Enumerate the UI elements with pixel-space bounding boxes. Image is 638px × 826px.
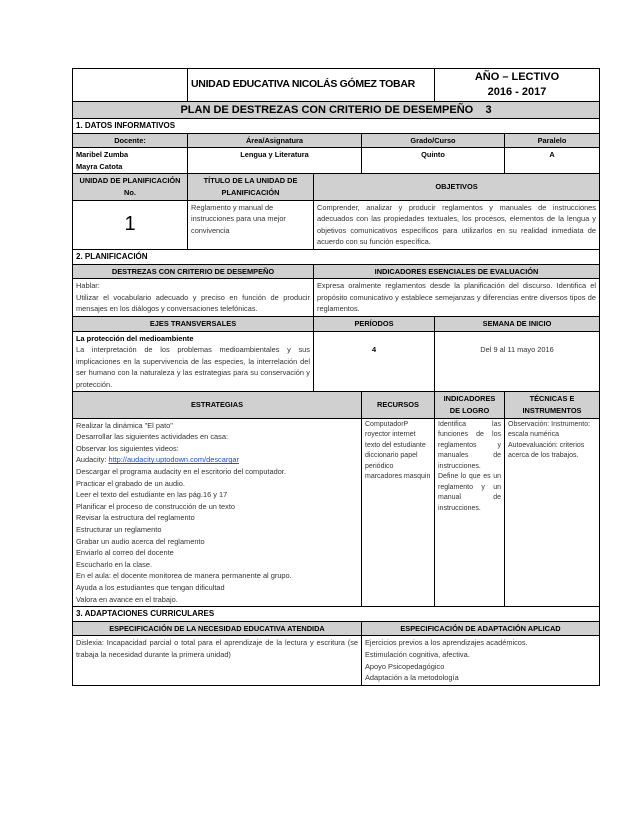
estrategia-item: Enviarlo al correo del docente	[76, 548, 174, 558]
estrategia-item: Leer el texto del estudiante en las pág.16 y 17	[76, 490, 228, 500]
estrategia-item: Realizar la dinámica "El pato"	[76, 420, 173, 430]
audacity-link[interactable]: http://audacity.uptodown.com/descargar	[108, 455, 239, 465]
necesidad-header: ESPECIFICACIÓN DE LA NECESIDAD EDUCATIVA ATENDIDA	[73, 621, 362, 636]
adaptacion-item: Estimulación cognitiva, afectiva.	[365, 649, 470, 659]
estrategias-header: ESTRATEGIAS	[73, 392, 362, 418]
col-asignatura: Área/Asignatura	[188, 133, 362, 148]
indicador-text: Expresa oralmente reglamentos desde la planificación del discurso. Identifica el propósito comunicativo y establece semejanzas y diferencias entre diversos tipos de reglamentos.	[314, 279, 600, 317]
estrategia-item: Descargar el programa audacity en el escritorio del computador.	[76, 467, 286, 477]
year-value: 2016 - 2017	[487, 86, 547, 98]
audacity-label: Audacity:	[76, 455, 109, 465]
planning-document	[72, 68, 599, 686]
necesidad-text: Dislexia: Incapacidad parcial o total para el aprendizaje de la lectura y escritura (se trabaja la necesidad durante la primera unidad)	[73, 636, 362, 685]
destrezas-header: DESTREZAS CON CRITERIO DE DESEMPEÑO	[73, 264, 314, 279]
estrategia-item: En el aula: el docente monitorea de manera permanente al grupo.	[76, 571, 292, 581]
year-label: AÑO – LECTIVO	[474, 71, 560, 83]
adaptacion-header: ESPECIFICACIÓN DE ADAPTACIÓN APLICAD	[362, 621, 600, 636]
section-adaptaciones: 3. ADAPTACIONES CURRICULARES	[73, 607, 600, 622]
adaptacion-item: Adaptación a la metodología	[365, 673, 459, 683]
col-paralelo: Paralelo	[505, 133, 600, 148]
objectives-header: OBJETIVOS	[314, 174, 600, 200]
estrategia-item: Ayuda a los estudiantes que tengan dificultad	[76, 582, 225, 592]
periodos-header: PERÍODOS	[314, 316, 435, 331]
institution-name: UNIDAD EDUCATIVA NICOLÁS GÓMEZ TOBAR	[188, 69, 435, 102]
estrategia-item: Revisar la estructura del reglamento	[76, 513, 195, 523]
docente-1: Maribel Zumba	[76, 150, 129, 160]
col-docente: Docente:	[73, 133, 188, 148]
logo-cell	[73, 69, 188, 102]
unit-number-header: UNIDAD DE PLANIFICACIÓN No.	[73, 174, 188, 200]
tecnicas-text: Observación: Instrumento: escala numérica Autoevaluación: criterios acerca de los trabajos.	[505, 418, 600, 607]
eje-cell	[73, 331, 314, 392]
ejes-header: EJES TRANSVERSALES	[73, 316, 314, 331]
plan-title-text: PLAN DE DESTREZAS CON CRITERIO DE DESEMPEÑO	[180, 104, 474, 116]
semana-value: Del 9 al 11 mayo 2016	[435, 331, 600, 392]
plan-number: 3	[485, 104, 492, 116]
objectives-text: Comprender, analizar y producir reglamentos y manuales de instrucciones adecuados con las propiedades textuales, los procesos, elementos de la lengua y objetivos comunicativos específicos para utilizarlos en su realidad inmediata de acuerdo con su función específica.	[314, 200, 600, 249]
eje-title: La protección del medioambiente	[76, 333, 194, 343]
adaptacion-item: Ejercicios previos a los aprendizajes académicos.	[365, 638, 528, 648]
col-grado: Grado/Curso	[362, 133, 505, 148]
recursos-text: ComputadorP royector internet texto del estudiante diccionario papel periódico marcadores masquin	[362, 418, 435, 607]
logro-header: INDICADORES DE LOGRO	[435, 392, 505, 418]
tecnicas-header: TÉCNICAS E INSTRUMENTOS	[505, 392, 600, 418]
adaptacion-item: Apoyo Psicopedagógico	[365, 661, 445, 671]
unit-title: Reglamento y manual de instrucciones para una mejor convivencia	[188, 200, 314, 249]
estrategia-item: Escucharlo en la clase.	[76, 559, 152, 569]
semana-header: SEMANA DE INICIO	[435, 316, 600, 331]
estrategia-item: Estructurar un reglamento	[76, 525, 162, 534]
estrategia-audacity	[76, 454, 358, 466]
school-year	[435, 69, 600, 102]
planning-table	[72, 68, 600, 686]
docente-names	[73, 148, 188, 174]
docente-2: Mayra Catota	[76, 161, 123, 171]
estrategia-item: Practicar el grabado de un audio.	[76, 478, 185, 488]
estrategia-item: Desarrollar las siguientes actividades en casa:	[76, 432, 228, 442]
section-datos-informativos: 1. DATOS INFORMATIVOS	[73, 119, 600, 134]
plan-title	[73, 102, 600, 119]
recursos-header: RECURSOS	[362, 392, 435, 418]
section-planificacion: 2. PLANIFICACIÓN	[73, 249, 600, 264]
estrategia-item: Valora en avance en el trabajo.	[76, 594, 178, 604]
adaptaciones-list	[362, 636, 600, 685]
paralelo-value: A	[505, 148, 600, 174]
unit-number: 1	[73, 200, 188, 249]
estrategia-item: Grabar un audio acerca del reglamento	[76, 536, 205, 546]
estrategia-item: Observar los siguientes videos:	[76, 443, 179, 453]
unit-title-header: TÍTULO DE LA UNIDAD DE PLANIFICACIÓN	[188, 174, 314, 200]
destreza-text: Hablar: Utilizar el vocabulario adecuado y preciso en función de producir mensajes en los diálogos y conversaciones telefónicas.	[73, 279, 314, 317]
periodos-value: 4	[314, 331, 435, 392]
asignatura-value: Lengua y Literatura	[188, 148, 362, 174]
eje-text: La interpretación de los problemas medioambientales y sus implicaciones en la supervivencia de las especies, la interrelación del ser humano con la naturaleza y las estrategias para su conservación y protección.	[76, 345, 310, 389]
estrategia-item: Planificar el proceso de construcción de un texto	[76, 501, 235, 511]
logro-text: Identifica las funciones de los reglamentos y manuales de instrucciones. Define lo que es un reglamento y un manual de instrucciones.	[435, 418, 505, 607]
indicadores-header: INDICADORES ESENCIALES DE EVALUACIÓN	[314, 264, 600, 279]
grado-value: Quinto	[362, 148, 505, 174]
estrategias-list	[73, 418, 362, 607]
